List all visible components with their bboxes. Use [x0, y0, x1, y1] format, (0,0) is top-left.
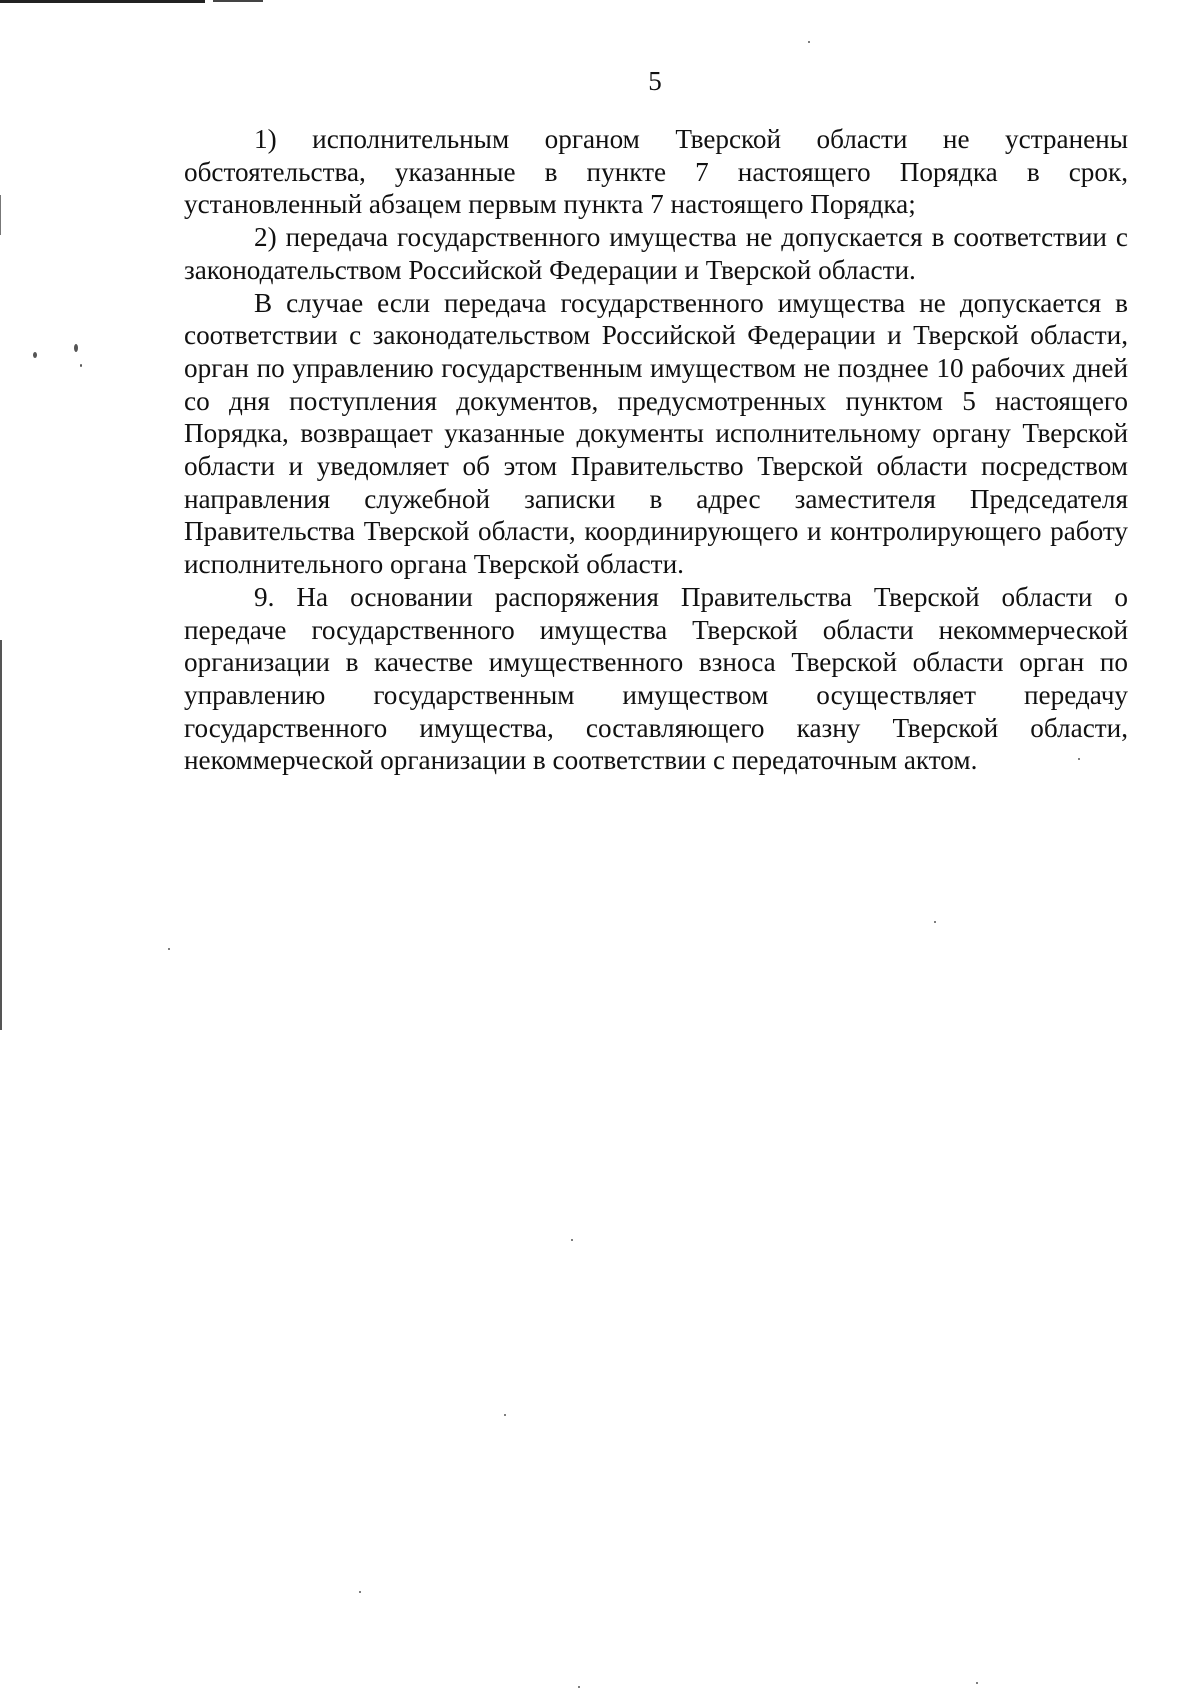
page-number: 5: [648, 66, 662, 96]
paragraph: 2) передача государственного имущества не допускается в соответствии с законодательством Российской Федерации и Тверской области.: [184, 222, 1128, 285]
scan-speck: [33, 352, 37, 358]
scan-speck: [808, 41, 810, 43]
scan-artifact-edge: [0, 195, 1, 235]
scan-speck: [80, 364, 82, 367]
paragraph: 9. На основании распоряжения Правительства Тверской области о передаче государственного имущества Тверской области некоммерческой организации в качестве имущественного взноса Тверской области орган по управлению государственным имуществом осуществляет передачу государственного имущества, составляющего казну Тверской области, некоммерческой организации в соответствии с передаточным актом.: [184, 581, 1128, 776]
scan-speck: [976, 1682, 978, 1684]
scan-speck: [571, 1239, 573, 1241]
scan-speck: [168, 948, 170, 950]
scan-artifact-line: [0, 0, 205, 3]
scan-speck: [74, 344, 78, 352]
paragraph: 1) исполнительным органом Тверской области не устранены обстоятельства, указанные в пункте 7 настоящего Порядка в срок, установленный абзацем первым пункта 7 настоящего Порядка;: [184, 124, 1128, 220]
paragraph: В случае если передача государственного имущества не допускается в соответствии с законодательством Российской Федерации и Тверской области, орган по управлению государственным имуществом не позднее 10 рабочих дней со дня поступления документов, предусмотренных пунктом 5 настоящего Порядка, возвращает указанные документы исполнительному органу Тверской области и уведомляет об этом Правительство Тверской области посредством направления служебной записки в адрес заместителя Председателя Правительства Тверской области, координирующего и контролирующего работу исполнительного органа Тверской области.: [184, 287, 1128, 580]
scan-artifact-line: [213, 0, 263, 2]
scan-artifact-edge: [0, 640, 2, 1030]
scan-speck: [578, 1686, 580, 1688]
scan-speck: [359, 1591, 361, 1593]
scan-speck: [504, 1414, 506, 1416]
document-body: [184, 123, 1128, 777]
scan-speck: [934, 921, 936, 923]
